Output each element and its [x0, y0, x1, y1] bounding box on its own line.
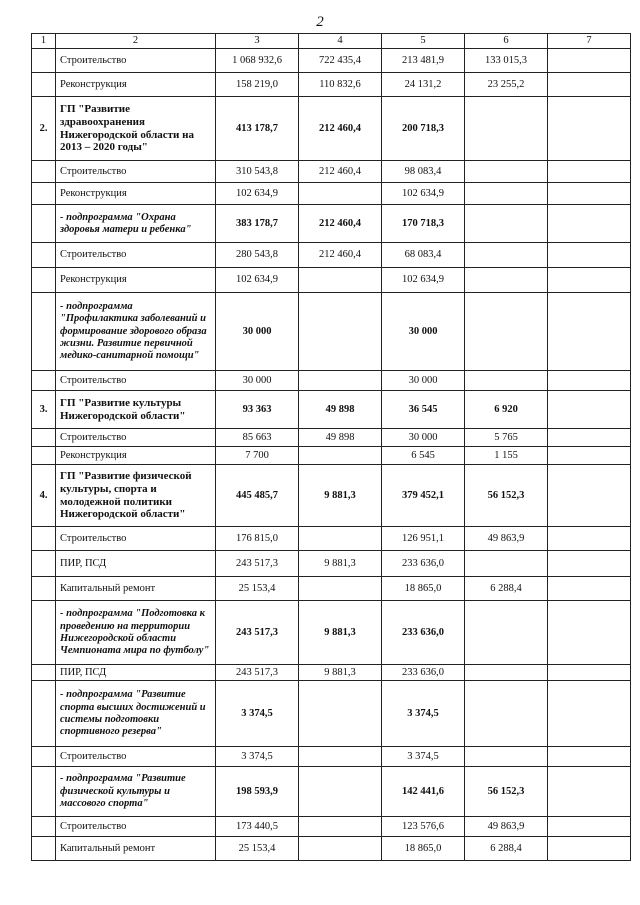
- table-row: [32, 183, 631, 205]
- value-col-4: 9 881,3: [299, 665, 382, 681]
- value-col-3: 383 178,7: [216, 205, 299, 243]
- row-name: - подпрограмма "Развитие физической культуры и массового спорта": [56, 767, 216, 817]
- table-row: [32, 268, 631, 293]
- value-col-5: 379 452,1: [382, 465, 465, 527]
- value-col-4: [299, 817, 382, 837]
- row-index: [32, 268, 56, 293]
- value-col-6: [465, 371, 548, 391]
- value-col-4: 9 881,3: [299, 601, 382, 665]
- value-col-4: [299, 747, 382, 767]
- page-number: 2: [316, 14, 324, 30]
- value-col-4: [299, 183, 382, 205]
- table-row: [32, 817, 631, 837]
- value-col-7: [548, 293, 631, 371]
- value-col-3: 3 374,5: [216, 747, 299, 767]
- value-col-5: 126 951,1: [382, 527, 465, 551]
- value-col-7: [548, 551, 631, 577]
- value-col-7: [548, 243, 631, 268]
- value-col-3: 413 178,7: [216, 97, 299, 161]
- row-name: - подпрограмма "Профилактика заболеваний и формирование здорового образа жизни. Развитие первичной медико-санитарной помощи": [56, 293, 216, 371]
- row-name: Реконструкция: [56, 268, 216, 293]
- table-row: [32, 243, 631, 268]
- row-name: ГП "Развитие физической культуры, спорта и молодежной политики Нижегородской области": [56, 465, 216, 527]
- value-col-4: [299, 268, 382, 293]
- value-col-3: 1 068 932,6: [216, 49, 299, 73]
- value-col-6: [465, 268, 548, 293]
- row-index: [32, 447, 56, 465]
- value-col-4: [299, 577, 382, 601]
- value-col-7: [548, 577, 631, 601]
- value-col-5: 102 634,9: [382, 183, 465, 205]
- value-col-4: 212 460,4: [299, 205, 382, 243]
- value-col-5: 18 865,0: [382, 577, 465, 601]
- row-name: - подпрограмма "Подготовка к проведению на территории Нижегородской области Чемпионата мира по футболу": [56, 601, 216, 665]
- value-col-5: 233 636,0: [382, 665, 465, 681]
- value-col-5: 3 374,5: [382, 681, 465, 747]
- table-body: [32, 49, 631, 861]
- row-index: [32, 49, 56, 73]
- row-index: [32, 183, 56, 205]
- table-row: [32, 837, 631, 861]
- row-index: [32, 205, 56, 243]
- value-col-7: [548, 767, 631, 817]
- value-col-7: [548, 371, 631, 391]
- value-col-5: 233 636,0: [382, 551, 465, 577]
- value-col-6: [465, 601, 548, 665]
- value-col-7: [548, 205, 631, 243]
- value-col-7: [548, 601, 631, 665]
- row-name: ГП "Развитие культуры Нижегородской области": [56, 391, 216, 429]
- value-col-3: 85 663: [216, 429, 299, 447]
- subprogram-row: [32, 767, 631, 817]
- value-col-3: 198 593,9: [216, 767, 299, 817]
- value-col-7: [548, 447, 631, 465]
- value-col-5: 142 441,6: [382, 767, 465, 817]
- value-col-4: 212 460,4: [299, 97, 382, 161]
- row-index: [32, 837, 56, 861]
- row-index: [32, 243, 56, 268]
- value-col-7: [548, 465, 631, 527]
- subprogram-row: [32, 293, 631, 371]
- row-name: Реконструкция: [56, 183, 216, 205]
- value-col-3: 7 700: [216, 447, 299, 465]
- value-col-5: 68 083,4: [382, 243, 465, 268]
- program-row: [32, 97, 631, 161]
- table-row: [32, 447, 631, 465]
- row-index: [32, 747, 56, 767]
- row-index: [32, 665, 56, 681]
- value-col-4: [299, 681, 382, 747]
- value-col-6: [465, 681, 548, 747]
- value-col-5: 36 545: [382, 391, 465, 429]
- row-index: [32, 161, 56, 183]
- row-name: Строительство: [56, 49, 216, 73]
- value-col-7: [548, 429, 631, 447]
- row-index: 4.: [32, 465, 56, 527]
- value-col-4: 212 460,4: [299, 161, 382, 183]
- value-col-5: 170 718,3: [382, 205, 465, 243]
- value-col-3: 25 153,4: [216, 837, 299, 861]
- value-col-6: 6 288,4: [465, 837, 548, 861]
- value-col-7: [548, 49, 631, 73]
- value-col-5: 30 000: [382, 429, 465, 447]
- value-col-6: 49 863,9: [465, 527, 548, 551]
- value-col-3: 102 634,9: [216, 183, 299, 205]
- table-row: [32, 371, 631, 391]
- table-row: [32, 551, 631, 577]
- value-col-3: 176 815,0: [216, 527, 299, 551]
- value-col-4: [299, 837, 382, 861]
- value-col-3: 173 440,5: [216, 817, 299, 837]
- subprogram-row: [32, 601, 631, 665]
- value-col-4: [299, 447, 382, 465]
- row-name: - подпрограмма "Развитие спорта высших достижений и системы подготовки спортивного резерва": [56, 681, 216, 747]
- table-row: [32, 73, 631, 97]
- value-col-5: 200 718,3: [382, 97, 465, 161]
- column-header: 7: [548, 34, 631, 49]
- row-name: ПИР, ПСД: [56, 665, 216, 681]
- value-col-7: [548, 183, 631, 205]
- table-row: [32, 527, 631, 551]
- value-col-7: [548, 268, 631, 293]
- value-col-6: 56 152,3: [465, 465, 548, 527]
- value-col-4: [299, 527, 382, 551]
- subprogram-row: [32, 205, 631, 243]
- value-col-6: 1 155: [465, 447, 548, 465]
- value-col-7: [548, 161, 631, 183]
- table-header-row: [32, 34, 631, 49]
- value-col-4: [299, 293, 382, 371]
- value-col-3: 102 634,9: [216, 268, 299, 293]
- row-index: [32, 73, 56, 97]
- row-name: Строительство: [56, 747, 216, 767]
- value-col-7: [548, 527, 631, 551]
- row-name: Строительство: [56, 371, 216, 391]
- value-col-7: [548, 73, 631, 97]
- value-col-5: 102 634,9: [382, 268, 465, 293]
- value-col-6: [465, 293, 548, 371]
- value-col-4: 110 832,6: [299, 73, 382, 97]
- value-col-6: [465, 551, 548, 577]
- column-header: 3: [216, 34, 299, 49]
- value-col-3: 93 363: [216, 391, 299, 429]
- row-index: [32, 293, 56, 371]
- row-name: Капитальный ремонт: [56, 837, 216, 861]
- row-index: [32, 681, 56, 747]
- value-col-3: 445 485,7: [216, 465, 299, 527]
- value-col-3: 25 153,4: [216, 577, 299, 601]
- value-col-4: [299, 767, 382, 817]
- row-name: Реконструкция: [56, 73, 216, 97]
- row-name: Строительство: [56, 161, 216, 183]
- value-col-6: 6 920: [465, 391, 548, 429]
- row-name: Строительство: [56, 243, 216, 268]
- row-index: 3.: [32, 391, 56, 429]
- value-col-5: 30 000: [382, 293, 465, 371]
- value-col-6: [465, 205, 548, 243]
- row-index: 2.: [32, 97, 56, 161]
- value-col-4: 9 881,3: [299, 551, 382, 577]
- table-row: [32, 665, 631, 681]
- value-col-5: 213 481,9: [382, 49, 465, 73]
- program-row: [32, 465, 631, 527]
- row-name: ПИР, ПСД: [56, 551, 216, 577]
- value-col-4: [299, 371, 382, 391]
- table-row: [32, 747, 631, 767]
- value-col-4: 49 898: [299, 391, 382, 429]
- column-header: 5: [382, 34, 465, 49]
- value-col-3: 243 517,3: [216, 551, 299, 577]
- value-col-7: [548, 837, 631, 861]
- table-row: [32, 49, 631, 73]
- row-name: Строительство: [56, 817, 216, 837]
- row-index: [32, 527, 56, 551]
- row-index: [32, 551, 56, 577]
- program-row: [32, 391, 631, 429]
- value-col-3: 243 517,3: [216, 601, 299, 665]
- row-name: Строительство: [56, 429, 216, 447]
- value-col-5: 123 576,6: [382, 817, 465, 837]
- value-col-7: [548, 817, 631, 837]
- value-col-4: 9 881,3: [299, 465, 382, 527]
- value-col-7: [548, 665, 631, 681]
- row-index: [32, 429, 56, 447]
- value-col-6: 56 152,3: [465, 767, 548, 817]
- value-col-5: 30 000: [382, 371, 465, 391]
- column-header: 1: [32, 34, 56, 49]
- row-index: [32, 371, 56, 391]
- value-col-3: 243 517,3: [216, 665, 299, 681]
- value-col-7: [548, 97, 631, 161]
- value-col-5: 18 865,0: [382, 837, 465, 861]
- value-col-6: 23 255,2: [465, 73, 548, 97]
- column-header: 6: [465, 34, 548, 49]
- value-col-6: 49 863,9: [465, 817, 548, 837]
- value-col-4: 212 460,4: [299, 243, 382, 268]
- table-row: [32, 161, 631, 183]
- row-index: [32, 817, 56, 837]
- row-name: Строительство: [56, 527, 216, 551]
- row-index: [32, 601, 56, 665]
- value-col-6: 5 765: [465, 429, 548, 447]
- value-col-7: [548, 747, 631, 767]
- value-col-5: 233 636,0: [382, 601, 465, 665]
- row-index: [32, 577, 56, 601]
- value-col-3: 30 000: [216, 293, 299, 371]
- table-row: [32, 577, 631, 601]
- table-row: [32, 429, 631, 447]
- value-col-3: 3 374,5: [216, 681, 299, 747]
- value-col-5: 6 545: [382, 447, 465, 465]
- value-col-6: [465, 97, 548, 161]
- value-col-5: 24 131,2: [382, 73, 465, 97]
- row-name: Реконструкция: [56, 447, 216, 465]
- row-index: [32, 767, 56, 817]
- value-col-5: 3 374,5: [382, 747, 465, 767]
- value-col-4: 49 898: [299, 429, 382, 447]
- value-col-6: [465, 161, 548, 183]
- subprogram-row: [32, 681, 631, 747]
- value-col-6: 133 015,3: [465, 49, 548, 73]
- row-name: - подпрограмма "Охрана здоровья матери и ребенка": [56, 205, 216, 243]
- budget-table: [31, 33, 631, 861]
- value-col-5: 98 083,4: [382, 161, 465, 183]
- value-col-4: 722 435,4: [299, 49, 382, 73]
- value-col-3: 30 000: [216, 371, 299, 391]
- column-header: 4: [299, 34, 382, 49]
- column-header: 2: [56, 34, 216, 49]
- value-col-3: 280 543,8: [216, 243, 299, 268]
- value-col-3: 310 543,8: [216, 161, 299, 183]
- value-col-6: [465, 183, 548, 205]
- value-col-6: 6 288,4: [465, 577, 548, 601]
- value-col-6: [465, 747, 548, 767]
- row-name: Капитальный ремонт: [56, 577, 216, 601]
- value-col-7: [548, 391, 631, 429]
- value-col-6: [465, 243, 548, 268]
- value-col-7: [548, 681, 631, 747]
- value-col-6: [465, 665, 548, 681]
- value-col-3: 158 219,0: [216, 73, 299, 97]
- row-name: ГП "Развитие здравоохранения Нижегородской области на 2013 – 2020 годы": [56, 97, 216, 161]
